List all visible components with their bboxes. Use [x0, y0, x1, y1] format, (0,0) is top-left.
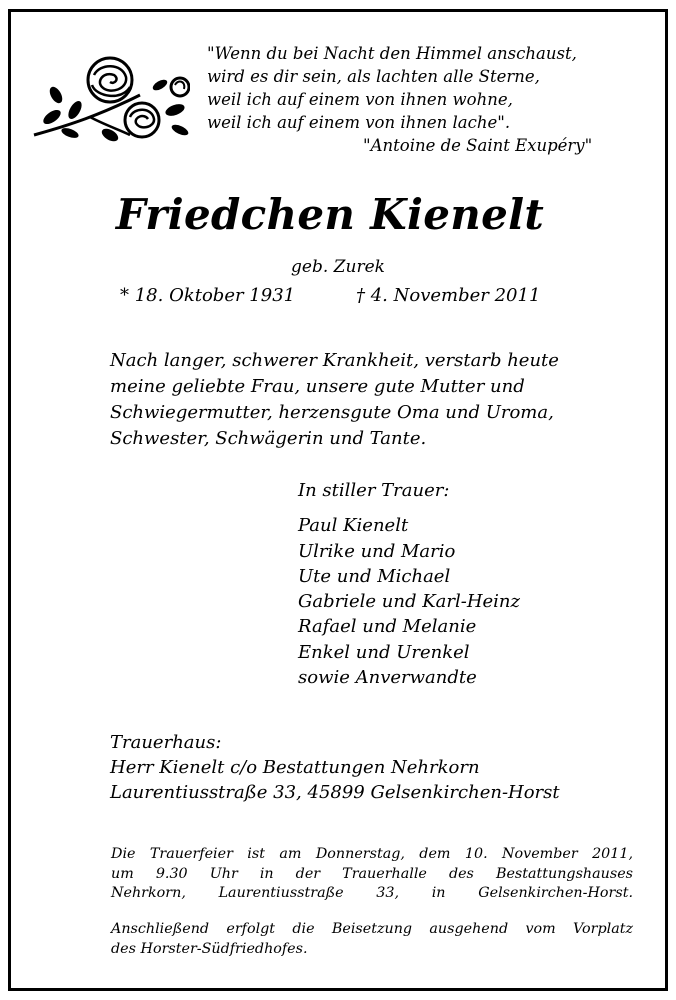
ceremony-line: Nehrkorn, Laurentiusstraße 33, in Gelsenkirchen-Horst.: [111, 885, 633, 901]
ceremony-line: um 9.30 Uhr in der Trauerhalle des Bestattungshauses: [111, 865, 633, 882]
announcement-text: [110, 348, 630, 452]
birth-date: * 18. Oktober 1931: [120, 285, 296, 306]
quote-line: weil ich auf einem von ihnen lache".: [207, 113, 511, 132]
quote-line: weil ich auf einem von ihnen wohne,: [207, 90, 513, 109]
announcement-line: meine geliebte Frau, unsere gute Mutter und: [110, 376, 525, 397]
burial-notice: [111, 920, 633, 959]
mourner-name: Ulrike und Mario: [298, 540, 456, 562]
mourner-name: Ute und Michael: [298, 565, 451, 587]
quote-block: [207, 42, 627, 157]
mourners-list: [298, 478, 520, 690]
ceremony-line: Die Trauerfeier ist am Donnerstag, dem 10. November 2011,: [111, 846, 633, 862]
burial-line: des Horster-Südfriedhofes.: [111, 940, 308, 957]
quote-line: "Wenn du bei Nacht den Himmel anschaust,: [207, 44, 577, 63]
mourner-name: Rafael und Melanie: [298, 616, 477, 638]
announcement-line: Schwiegermutter, herzensgute Oma und Uroma,: [110, 402, 554, 423]
mourning-house-heading: Trauerhaus:: [110, 732, 222, 753]
mourner-name: Paul Kienelt: [298, 515, 409, 537]
mourning-house-address: Laurentiusstraße 33, 45899 Gelsenkirchen-Horst: [110, 782, 560, 803]
mourning-house: [110, 730, 560, 805]
birth-name: geb. Zurek: [291, 257, 385, 277]
mourner-name: sowie Anverwandte: [298, 667, 477, 689]
quote-line: wird es dir sein, als lachten alle Sterne,: [207, 67, 540, 86]
mourners-heading: In stiller Trauer:: [298, 480, 450, 501]
death-date: † 4. November 2011: [356, 285, 541, 306]
announcement-line: Schwester, Schwägerin und Tante.: [110, 428, 427, 449]
rose-icon: [30, 55, 190, 145]
mourning-house-line: Herr Kienelt c/o Bestattungen Nehrkorn: [110, 757, 480, 778]
ceremony-notice: [111, 845, 633, 904]
burial-line: Anschließend erfolgt die Beisetzung ausgehend vom Vorplatz: [111, 921, 633, 937]
announcement-line: Nach langer, schwerer Krankheit, verstarb heute: [110, 350, 559, 371]
mourner-name: Enkel und Urenkel: [298, 641, 470, 663]
quote-author: "Antoine de Saint Exupéry": [363, 136, 593, 155]
mourner-name: Gabriele und Karl-Heinz: [298, 591, 521, 613]
deceased-name: Friedchen Kienelt: [115, 190, 545, 239]
